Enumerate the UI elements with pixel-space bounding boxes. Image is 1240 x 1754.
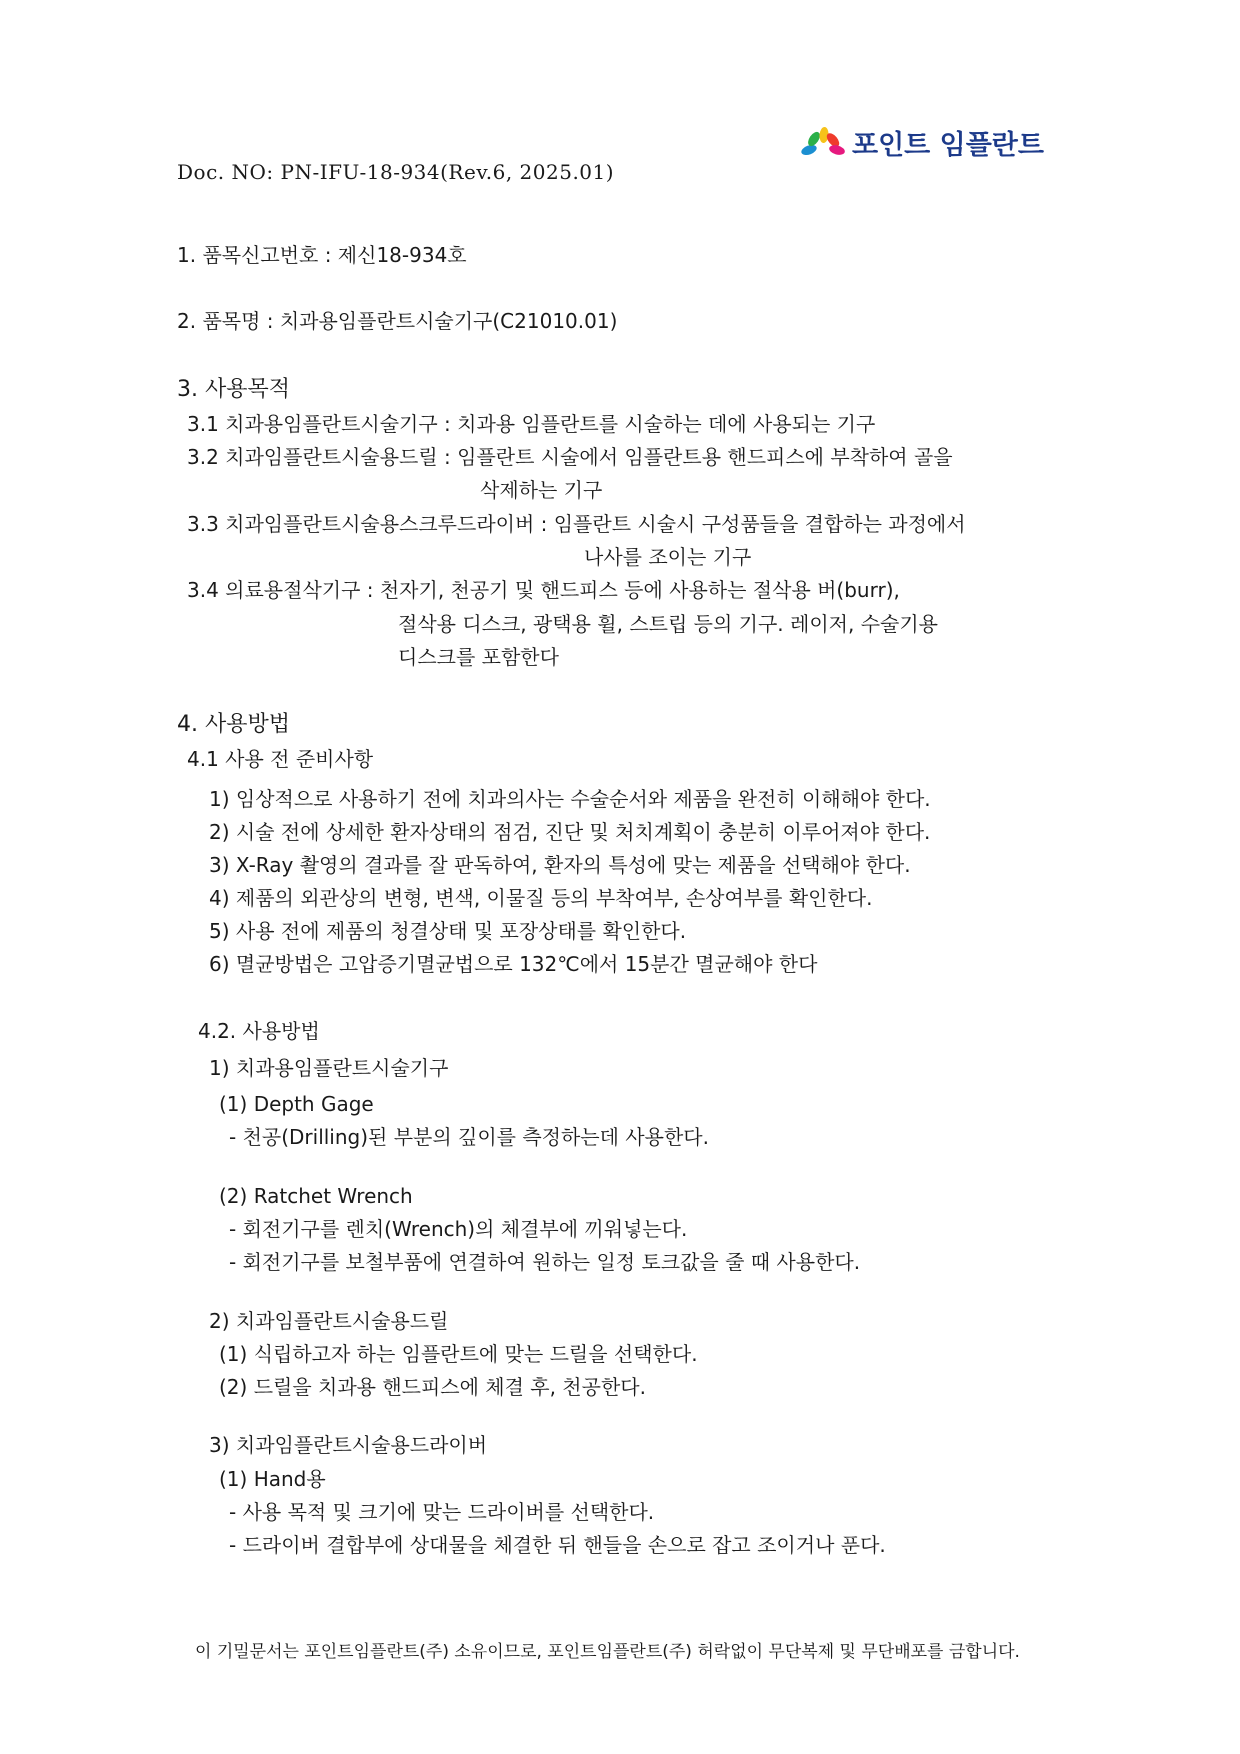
prep-item-2: 2) 시술 전에 상세한 환자상태의 점검, 진단 및 처치계획이 충분히 이루어져야 한다. xyxy=(209,820,931,844)
prep-item-3: 3) X-Ray 촬영의 결과를 잘 판독하여, 환자의 특성에 맞는 제품을 선택해야 한다. xyxy=(209,853,911,877)
logo-petals-icon xyxy=(800,126,846,158)
method-1-2-desc-a: - 회전기구를 렌치(Wrench)의 체결부에 끼워넣는다. xyxy=(229,1217,688,1241)
company-logo xyxy=(800,124,1044,160)
prep-item-1: 1) 임상적으로 사용하기 전에 치과의사는 수술순서와 제품을 완전히 이해해야 한다. xyxy=(209,787,931,811)
product-name: 2. 품목명 : 치과용임플란트시술기구(C21010.01) xyxy=(177,309,618,333)
method-3-1-desc-a: - 사용 목적 및 크기에 맞는 드라이버를 선택한다. xyxy=(229,1500,655,1524)
prep-item-5: 5) 사용 전에 제품의 청결상태 및 포장상태를 확인한다. xyxy=(209,919,687,943)
section-4-2-title: 4.2. 사용방법 xyxy=(198,1019,320,1043)
prep-item-4: 4) 제품의 외관상의 변형, 변색, 이물질 등의 부착여부, 손상여부를 확인한다. xyxy=(209,886,873,910)
method-3-1-desc-b: - 드라이버 결합부에 상대물을 체결한 뒤 핸들을 손으로 잡고 조이거나 푼다. xyxy=(229,1533,886,1557)
method-1-title: 1) 치과용임플란트시술기구 xyxy=(209,1056,449,1080)
doc-number: Doc. NO: PN-IFU-18-934(Rev.6, 2025.01) xyxy=(177,160,615,184)
purpose-3-4-cont2: 디스크를 포함한다 xyxy=(398,645,559,669)
logo-text: 포인트 임플란트 xyxy=(852,129,1044,161)
purpose-3-2: 3.2 치과임플란트시술용드릴 : 임플란트 시술에서 임플란트용 핸드피스에 부착하여 골을 xyxy=(187,445,953,469)
purpose-3-4: 3.4 의료용절삭기구 : 천자기, 천공기 및 핸드피스 등에 사용하는 절삭용 버(burr), xyxy=(187,578,900,602)
method-2-title: 2) 치과임플란트시술용드릴 xyxy=(209,1309,449,1333)
method-1-2-desc-b: - 회전기구를 보철부품에 연결하여 원하는 일정 토크값을 줄 때 사용한다. xyxy=(229,1250,861,1274)
method-1-1-desc: - 천공(Drilling)된 부분의 깊이를 측정하는데 사용한다. xyxy=(229,1125,709,1149)
purpose-3-1: 3.1 치과용임플란트시술기구 : 치과용 임플란트를 시술하는 데에 사용되는 기구 xyxy=(187,412,876,436)
purpose-3-3: 3.3 치과임플란트시술용스크루드라이버 : 임플란트 시술시 구성품들을 결합하는 과정에서 xyxy=(187,512,966,536)
section-4-title: 4. 사용방법 xyxy=(177,712,290,737)
section-3-title: 3. 사용목적 xyxy=(177,377,290,402)
section-4-1-title: 4.1 사용 전 준비사항 xyxy=(187,747,374,771)
purpose-3-2-cont: 삭제하는 기구 xyxy=(480,478,603,502)
method-1-1: (1) Depth Gage xyxy=(219,1092,374,1116)
confidentiality-footer: 이 기밀문서는 포인트임플란트(주) 소유이므로, 포인트임플란트(주) 허락없이 무단복제 및 무단배포를 금합니다. xyxy=(195,1642,1020,1662)
method-3-title: 3) 치과임플란트시술용드라이버 xyxy=(209,1433,488,1457)
method-3-1: (1) Hand용 xyxy=(219,1467,326,1491)
method-1-2: (2) Ratchet Wrench xyxy=(219,1184,413,1208)
product-report-number: 1. 품목신고번호 : 제신18-934호 xyxy=(177,243,467,267)
method-2-1: (1) 식립하고자 하는 임플란트에 맞는 드릴을 선택한다. xyxy=(219,1342,698,1366)
purpose-3-4-cont1: 절삭용 디스크, 광택용 휠, 스트립 등의 기구. 레이저, 수술기용 xyxy=(398,612,938,636)
prep-item-6: 6) 멸균방법은 고압증기멸균법으로 132℃에서 15분간 멸균해야 한다 xyxy=(209,952,818,976)
method-2-2: (2) 드릴을 치과용 핸드피스에 체결 후, 천공한다. xyxy=(219,1375,646,1399)
purpose-3-3-cont: 나사를 조이는 기구 xyxy=(584,545,752,569)
